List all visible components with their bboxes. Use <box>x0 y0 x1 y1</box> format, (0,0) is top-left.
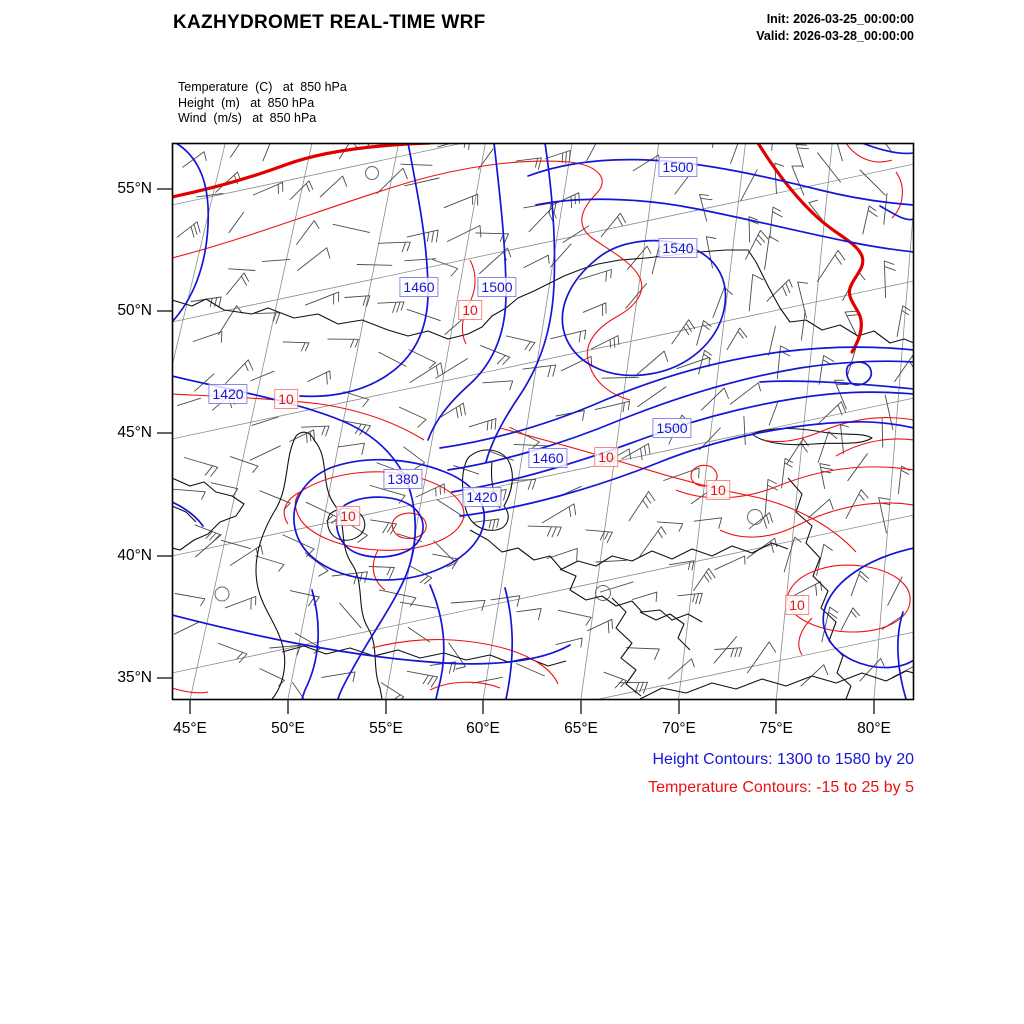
height-contour-label: 1500 <box>658 157 697 177</box>
temperature-contour-label: 10 <box>274 389 298 409</box>
lon-tick-label: 80°E <box>857 720 891 737</box>
lon-tick-label: 60°E <box>466 720 500 737</box>
height-contour-label: 1420 <box>208 384 247 404</box>
height-contours <box>172 143 914 699</box>
country-borders <box>172 250 914 699</box>
lon-tick-label: 65°E <box>564 720 598 737</box>
lon-tick-label: 45°E <box>173 720 207 737</box>
temperature-contour-label: 10 <box>785 595 809 615</box>
height-contour-label: 1500 <box>652 418 691 438</box>
temperature-contour-label: 10 <box>594 447 618 467</box>
valid-time: Valid: 2026-03-28_00:00:00 <box>756 29 914 43</box>
temperature-contour-label: 10 <box>458 300 482 320</box>
height-contour-label: 1460 <box>528 448 567 468</box>
page-title: KAZHYDROMET REAL-TIME WRF <box>173 12 486 33</box>
lon-tick-label: 50°E <box>271 720 305 737</box>
temperature-contour-label: 10 <box>336 506 360 526</box>
field-height: Height (m) at 850 hPa <box>178 95 315 110</box>
lat-tick-label: 45°N <box>117 424 152 441</box>
lat-tick-label: 55°N <box>117 180 152 197</box>
temperature-contours-legend: Temperature Contours: -15 to 25 by 5 <box>648 779 914 796</box>
lon-tick-label: 75°E <box>759 720 793 737</box>
init-time: Init: 2026-03-25_00:00:00 <box>766 12 914 26</box>
front-line <box>172 143 863 352</box>
lat-tick-label: 40°N <box>117 547 152 564</box>
height-contour-label: 1540 <box>658 238 697 258</box>
height-contours-legend: Height Contours: 1300 to 1580 by 20 <box>652 751 914 768</box>
field-wind: Wind (m/s) at 850 hPa <box>178 111 317 125</box>
lon-tick-label: 55°E <box>369 720 403 737</box>
height-contour-label: 1380 <box>383 469 422 489</box>
height-contour-label: 1500 <box>477 277 516 297</box>
height-contour-label: 1460 <box>399 277 438 297</box>
temperature-contour-label: 10 <box>706 480 730 500</box>
height-contour-label: 1420 <box>462 487 501 507</box>
lat-tick-label: 50°N <box>117 302 152 319</box>
lat-tick-label: 35°N <box>117 669 152 686</box>
axis-ticks <box>157 189 874 714</box>
lon-tick-label: 70°E <box>662 720 696 737</box>
field-temperature: Temperature (C) at 850 hPa <box>178 80 347 94</box>
